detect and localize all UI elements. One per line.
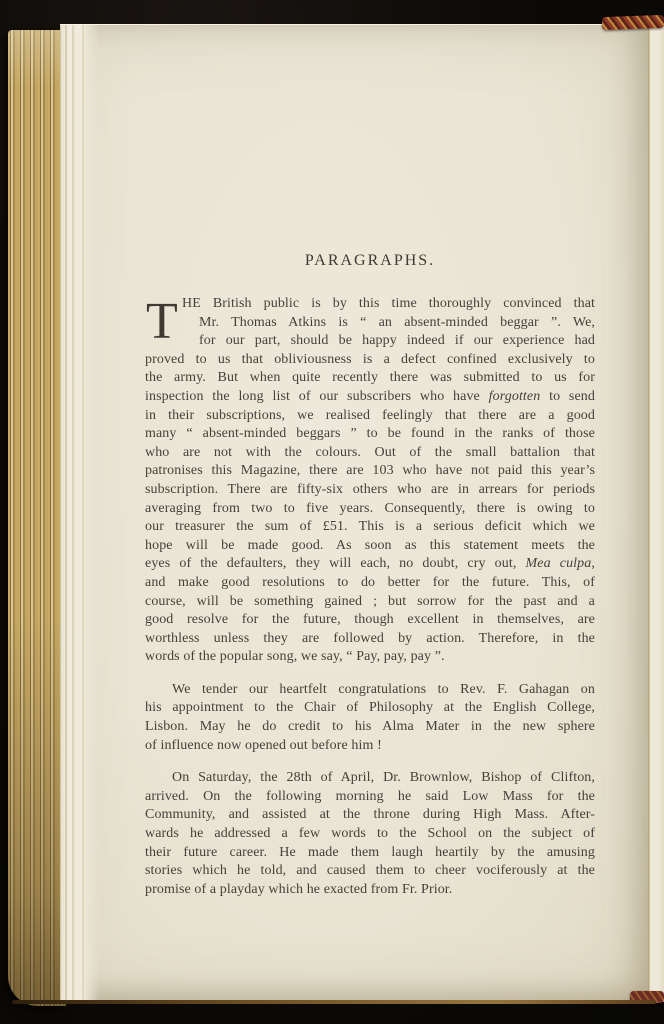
text-run: of influence now opened out before him ! bbox=[145, 737, 382, 753]
text-run: hope will be made good. As soon as this statement meets the bbox=[145, 537, 595, 553]
paragraph bbox=[145, 769, 595, 899]
italic-text-run: forgotten bbox=[488, 388, 541, 404]
text-line bbox=[145, 555, 595, 574]
text-line bbox=[145, 611, 595, 630]
body-text bbox=[145, 295, 595, 899]
text-run: subscription. There are fifty-six others who are in arrears for periods bbox=[145, 481, 595, 497]
text-line bbox=[145, 369, 595, 388]
text-line bbox=[145, 332, 595, 351]
text-line bbox=[145, 881, 595, 900]
text-line bbox=[145, 630, 595, 649]
text-run: worthless unless they are followed by action. Therefore, in the bbox=[145, 630, 595, 646]
text-run: eyes of the defaulters, they will each, no doubt, cry out, bbox=[145, 556, 526, 572]
text-run: to send bbox=[540, 388, 595, 404]
text-run: the army. But when quite recently there was submitted to us for bbox=[145, 370, 595, 386]
text-run: Mr. Thomas Atkins is “ an absent-minded beggar ”. We, bbox=[199, 314, 595, 330]
text-run: We tender our heartfelt congratulations to Rev. F. Gahagan on bbox=[172, 681, 595, 697]
text-run: for our part, should be happy indeed if our experience had bbox=[199, 333, 595, 349]
text-run: proved to us that obliviousness is a defect confined exclusively to bbox=[145, 351, 595, 367]
text-line bbox=[145, 407, 595, 426]
book-page bbox=[60, 24, 649, 1003]
page-title: PARAGRAPHS. bbox=[304, 252, 436, 269]
dropcap-letter: T bbox=[146, 293, 178, 350]
text-run: many “ absent-minded beggars ” to be found in the ranks of those bbox=[145, 426, 595, 442]
text-block bbox=[145, 251, 595, 899]
text-line bbox=[145, 825, 595, 844]
text-run: who are not with the colours. Out of the small battalion that bbox=[145, 444, 595, 460]
text-line bbox=[145, 737, 595, 756]
text-run: patronises this Magazine, there are 103 who have not paid this year’s bbox=[145, 463, 595, 479]
text-run: , bbox=[591, 556, 595, 572]
book-page-edges bbox=[8, 30, 66, 1006]
text-run: course, will be something gained ; but sorrow for the past and a bbox=[145, 593, 595, 609]
text-line bbox=[145, 314, 595, 333]
text-run: their future career. He made them laugh heartily by the amusing bbox=[145, 844, 595, 860]
text-line bbox=[145, 481, 595, 500]
headband bbox=[602, 15, 664, 30]
text-run: On Saturday, the 28th of April, Dr. Brownlow, Bishop of Clifton, bbox=[172, 770, 595, 786]
text-run: his appointment to the Chair of Philosophy at the English College, bbox=[145, 700, 595, 716]
page-fore-edge bbox=[649, 26, 664, 1002]
text-run: good resolve for the future, though excellent in themselves, are bbox=[145, 612, 595, 628]
book-bottom-edge bbox=[12, 1000, 656, 1004]
text-line bbox=[145, 462, 595, 481]
text-line bbox=[145, 648, 595, 667]
text-run: Community, and assisted at the throne during High Mass. After- bbox=[145, 807, 595, 823]
text-line bbox=[145, 351, 595, 370]
text-line bbox=[145, 718, 595, 737]
text-line bbox=[145, 425, 595, 444]
text-run: words of the popular song, we say, “ Pay, pay, pay ”. bbox=[145, 649, 445, 665]
text-line bbox=[145, 844, 595, 863]
text-line bbox=[145, 769, 595, 788]
italic-text-run: Mea culpa bbox=[525, 556, 592, 572]
text-run: inspection the long list of our subscribers who have bbox=[145, 388, 489, 404]
paragraph bbox=[145, 681, 595, 755]
text-line bbox=[145, 444, 595, 463]
text-line bbox=[145, 862, 595, 881]
text-line bbox=[145, 699, 595, 718]
text-run: averaging from two to five years. Consequently, there is owing to bbox=[145, 500, 595, 516]
text-line bbox=[145, 788, 595, 807]
text-run: arrived. On the following morning he said Low Mass for the bbox=[145, 788, 595, 804]
text-line bbox=[145, 295, 595, 314]
text-line bbox=[145, 593, 595, 612]
text-line bbox=[145, 518, 595, 537]
text-run: wards he addressed a few words to the School on the subject of bbox=[145, 826, 595, 842]
text-run: and make good resolutions to do better for the future. This, of bbox=[145, 574, 595, 590]
text-line bbox=[145, 500, 595, 519]
text-line bbox=[145, 681, 595, 700]
text-line bbox=[145, 537, 595, 556]
text-line bbox=[145, 574, 595, 593]
text-line bbox=[145, 388, 595, 407]
text-run: in their subscriptions, we realised feelingly that there are a good bbox=[145, 407, 595, 423]
text-run: HE British public is by this time thoroughly convinced that bbox=[182, 296, 595, 311]
text-line bbox=[145, 806, 595, 825]
text-run: stories which he told, and caused them to cheer vociferously at the bbox=[145, 863, 595, 879]
text-run: promise of a playday which he exacted from Fr. Prior. bbox=[145, 881, 453, 897]
text-run: our treasurer the sum of £51. This is a serious deficit which we bbox=[145, 519, 595, 535]
paragraph bbox=[145, 295, 595, 667]
text-run: Lisbon. May he do credit to his Alma Mater in the new sphere bbox=[145, 719, 595, 735]
